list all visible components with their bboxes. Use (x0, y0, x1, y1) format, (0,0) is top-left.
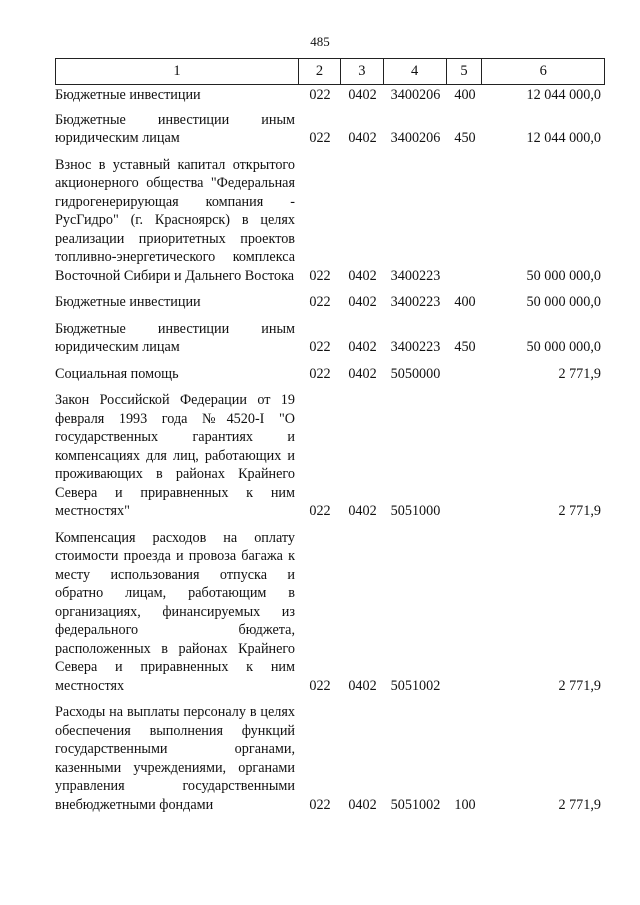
table-row (55, 293, 605, 312)
row-col-3: 0402 (348, 130, 377, 146)
row-col-3: 0402 (348, 365, 377, 382)
row-name: Бюджетные инвестиции (55, 87, 201, 103)
row-col-6: 12 044 000,0 (526, 130, 601, 146)
row-col-2: 022 (309, 294, 331, 310)
header-col-3: 3 (341, 59, 384, 84)
row-col-4: 3400223 (390, 339, 441, 355)
row-col-3: 0402 (348, 796, 377, 813)
table-row (55, 156, 605, 286)
row-name: Социальная помощь (55, 365, 179, 382)
page-number: 485 (310, 34, 330, 49)
row-col-2: 022 (309, 503, 331, 519)
row-col-5: 400 (454, 294, 476, 310)
row-col-4: 3400206 (390, 130, 441, 146)
row-name: Компенсация расходов на оплату стоимости проезда и провоза багажа к месту использования отпуска и обратно лицам, работающим в организациях, финансируемых из федерального бюджета, расположенных в районах Крайнего Севера и приравненных к ним местностях (55, 529, 295, 694)
budget-table-body (55, 86, 605, 822)
row-col-4: 3400223 (390, 267, 441, 284)
row-name: Бюджетные инвестиции иным юридическим лицам (55, 111, 295, 146)
row-col-4: 5050000 (390, 365, 441, 382)
header-col-1: 1 (56, 59, 299, 84)
row-col-4: 3400206 (390, 87, 441, 103)
row-name: Расходы на выплаты персоналу в целях обеспечения выполнения функций государственными органами, казенными учреждениями, органами управления государственными внебюджетными фондами (55, 704, 295, 813)
header-col-2: 2 (299, 59, 341, 84)
table-row (55, 703, 605, 814)
row-col-4: 5051000 (390, 503, 441, 519)
header-col-4: 4 (384, 59, 447, 84)
row-col-4: 3400223 (390, 294, 441, 310)
row-col-5: 450 (454, 339, 476, 355)
row-col-3: 0402 (348, 294, 377, 310)
row-col-2: 022 (309, 365, 331, 382)
row-col-3: 0402 (348, 677, 377, 694)
row-col-2: 022 (309, 677, 331, 694)
row-col-2: 022 (309, 339, 331, 355)
row-col-6: 50 000 000,0 (526, 267, 601, 284)
row-col-5: 400 (454, 87, 476, 103)
header-col-5: 5 (447, 59, 483, 84)
row-col-3: 0402 (348, 503, 377, 519)
row-col-6: 2 771,9 (558, 503, 601, 519)
row-col-5: 100 (454, 796, 476, 813)
row-col-4: 5051002 (390, 677, 441, 694)
row-col-6: 12 044 000,0 (526, 87, 601, 103)
row-col-6: 2 771,9 (558, 796, 601, 813)
row-name: Бюджетные инвестиции (55, 294, 201, 310)
row-col-6: 50 000 000,0 (526, 339, 601, 355)
row-col-2: 022 (309, 130, 331, 146)
row-col-2: 022 (309, 87, 331, 103)
row-col-4: 5051002 (390, 796, 441, 813)
row-col-3: 0402 (348, 267, 377, 284)
row-col-2: 022 (309, 796, 331, 813)
table-row (55, 365, 605, 384)
table-row (55, 111, 605, 148)
header-col-6: 6 (539, 63, 547, 79)
row-name: Закон Российской Федерации от 19 февраля 1993 года №4520-I "О государственных гарантиях и компенсациях для лиц, работающих и проживающих в районах Крайнего Севера и приравненных к ним местностях" (55, 392, 295, 519)
table-row (55, 320, 605, 357)
row-col-6: 2 771,9 (558, 677, 601, 694)
row-name: Бюджетные инвестиции иным юридическим лицам (55, 320, 295, 355)
row-col-3: 0402 (348, 87, 377, 103)
table-row (55, 391, 605, 521)
table-row (55, 529, 605, 696)
row-col-2: 022 (309, 267, 331, 284)
table-header (55, 58, 605, 85)
row-col-6: 2 771,9 (558, 365, 601, 382)
row-col-3: 0402 (348, 339, 377, 355)
row-col-6: 50 000 000,0 (526, 294, 601, 310)
table-row (55, 86, 605, 105)
row-col-5: 450 (454, 130, 476, 146)
row-name: Взнос в уставный капитал открытого акционерного общества "Федеральная гидрогенерирующая компания - РусГидро" (г. Красноярск) в целях реализации приоритетных проектов топливно-энергетического комплекса Восточной Сибири и Дальнего Востока (55, 156, 295, 284)
